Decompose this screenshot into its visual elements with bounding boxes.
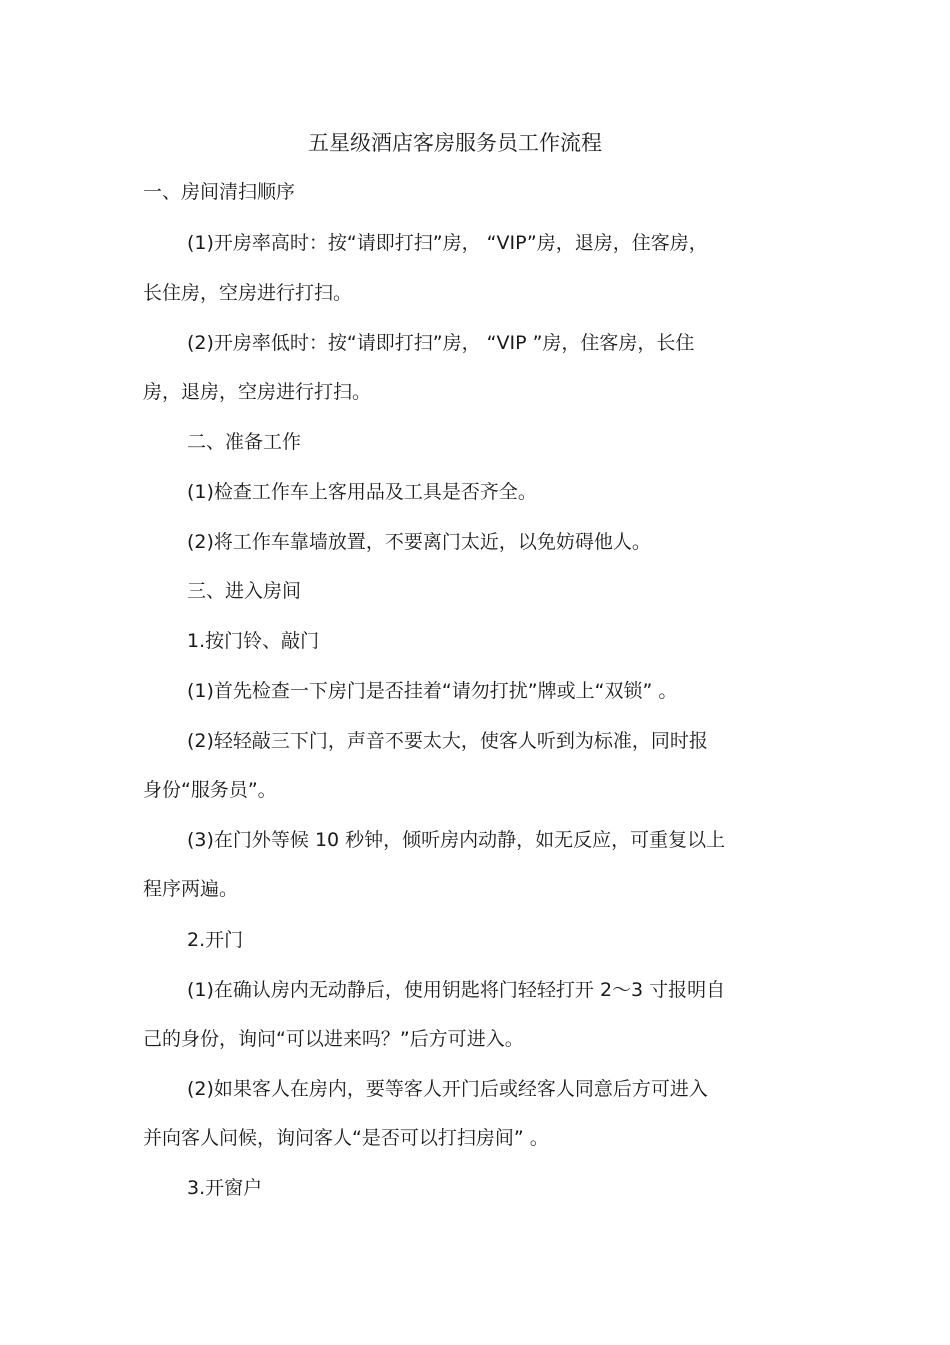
section-heading: 三、进入房间 [187,580,302,602]
paragraph-line: (2)轻轻敲三下门，声音不要太大，使客人听到为标准，同时报 [187,730,708,752]
section-heading: 一、房间清扫顺序 [143,181,296,203]
document-title: 五星级酒店客房服务员工作流程 [308,131,602,155]
paragraph-line: 并向客人问候，询问客人“是否可以打扫房间” 。 [143,1127,549,1149]
section-heading: 二、准备工作 [187,431,302,453]
paragraph-line: 程序两遍。 [143,878,239,900]
subsection-heading: 1.按门铃、敲门 [187,630,320,652]
paragraph-line: 己的身份，询问“可以进来吗？”后方可进入。 [143,1028,524,1050]
paragraph-line: (1)检查工作车上客用品及工具是否齐全。 [187,481,537,503]
paragraph-line: (2)将工作车靠墙放置，不要离门太近，以免妨碍他人。 [187,531,651,553]
paragraph-line: (2)如果客人在房内，要等客人开门后或经客人同意后方可进入 [187,1078,708,1100]
paragraph-line: (1)开房率高时：按“请即打扫”房， “VIP”房，退房，住客房， [187,232,708,254]
paragraph-line: (2)开房率低时：按“请即打扫”房， “VIP ”房，住客房，长住 [187,332,695,354]
paragraph-line: (3)在门外等候 10 秒钟，倾听房内动静，如无反应，可重复以上 [187,829,726,851]
paragraph-line: 房，退房，空房进行打扫。 [143,381,372,403]
paragraph-line: (1)在确认房内无动静后，使用钥匙将门轻轻打开 2～3 寸报明自 [187,979,726,1001]
paragraph-line: (1)首先检查一下房门是否挂着“请勿打扰”牌或上“双锁” 。 [187,680,678,702]
paragraph-line: 长住房，空房进行打扫。 [143,282,353,304]
paragraph-line: 身份“服务员”。 [143,779,277,801]
subsection-heading: 2.开门 [187,929,244,951]
subsection-heading: 3.开窗户 [187,1177,263,1199]
